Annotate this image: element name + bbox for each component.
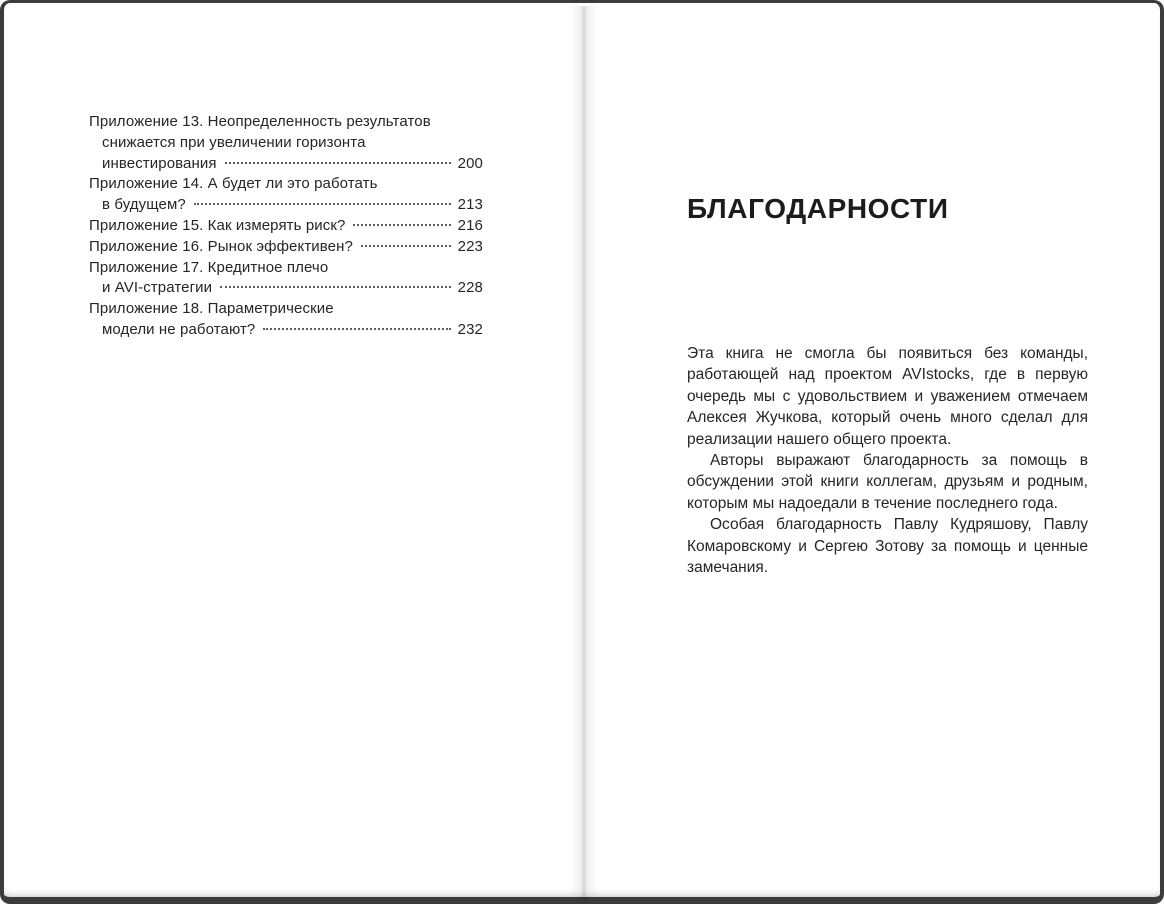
toc-line	[89, 278, 483, 299]
paragraph: Особая благодарность Павлу Кудряшову, Павлу Комаровскому и Сергею Зотову за помощь и ценные замечания.	[687, 516, 1088, 577]
toc-entry-text: Приложение 17. Кредитное плечо	[89, 258, 329, 276]
toc-line	[89, 299, 483, 320]
toc-line	[89, 154, 483, 175]
toc-entry-text: Приложение 13. Неопределенность результатов	[89, 113, 431, 130]
toc-page-number: 228	[457, 279, 483, 297]
toc-line	[89, 258, 483, 279]
toc-leader-dots	[263, 328, 450, 330]
paragraph: Эта книга не смогла бы появиться без команды, работающей над проектом AVIstocks, где в первую очередь мы с удовольствием и уважением отмечаем Алексея Жучкова, который очень много сделал для реализации нашего общего проекта.	[687, 345, 1088, 448]
toc-leader-dots	[361, 245, 451, 247]
toc-line	[89, 216, 483, 237]
toc-line	[89, 112, 483, 133]
toc-page-number: 223	[457, 237, 483, 255]
book-spine-divider	[570, 6, 598, 900]
toc-entry-text: Приложение 15. Как измерять риск?	[89, 216, 346, 234]
toc-entry-text: инвестирования	[102, 154, 217, 172]
toc-leader-dots	[225, 162, 451, 164]
toc-line	[89, 237, 483, 258]
toc-entry-text: Приложение 14. А будет ли это работать	[89, 175, 378, 193]
toc-page-number: 216	[457, 216, 483, 234]
paragraph: Авторы выражают благодарность за помощь в обсуждении этой книги коллегам, друзьям и родным, которым мы надоедали в течение последнего года.	[687, 452, 1088, 512]
toc-line	[89, 133, 483, 154]
toc-entry-text: снижается при увеличении горизонта	[102, 133, 366, 151]
toc-leader-dots	[194, 203, 451, 205]
toc-leader-dots	[353, 224, 450, 226]
toc-page-number: 213	[457, 196, 483, 214]
toc-entry-text: и AVI-стратегии	[102, 279, 213, 297]
chapter-title: БЛАГОДАРНОСТИ	[687, 193, 949, 224]
toc-page-number: 232	[457, 320, 483, 338]
toc-page-number: 200	[457, 154, 483, 172]
toc-line	[89, 174, 483, 195]
toc-leader-dots	[220, 286, 451, 288]
toc-line	[89, 320, 483, 341]
toc-line	[89, 195, 483, 216]
toc-entry-text: модели не работают?	[102, 320, 256, 338]
toc-entry-text: Приложение 16. Рынок эффективен?	[89, 237, 353, 255]
chapter-body	[687, 343, 1088, 578]
table-of-contents	[89, 112, 483, 341]
toc-entry-text: в будущем?	[102, 196, 186, 214]
toc-entry-text: Приложение 18. Параметрические	[89, 300, 334, 318]
